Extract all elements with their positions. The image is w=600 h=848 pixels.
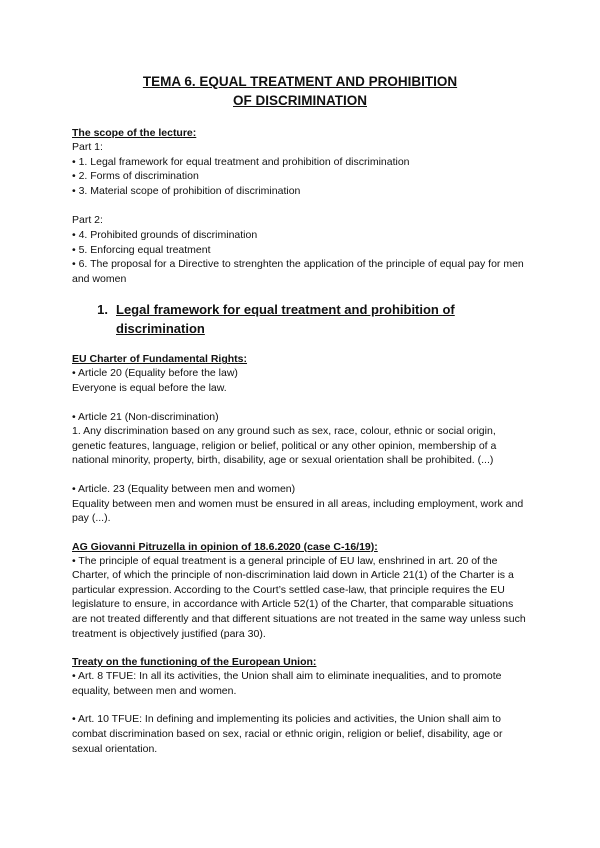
section-1-number: 1. (97, 302, 108, 318)
charter-art21-text: 1. Any discrimination based on any ground such as sex, race, colour, ethnic or social origin, genetic features, language, religion or belief, political or any other opinion, membership of a national minority, property, birth, disability, age or sexual orientation shall be prohibited. (...) (72, 425, 497, 467)
charter-art20-text: Everyone is equal before the law. (72, 381, 227, 394)
tfeu-art8: • Art. 8 TFUE: In all its activities, the Union shall aim to eliminate inequalities, and to promote equality, between men and women. (72, 670, 502, 697)
charter-heading: EU Charter of Fundamental Rights: (72, 353, 248, 366)
section-1-title: Legal framework for equal treatment and prohibition of discrimination (116, 302, 455, 337)
part2-label: Part 2: (72, 214, 103, 227)
section-1-heading (72, 300, 528, 338)
part1-item: • 1. Legal framework for equal treatment and prohibition of discrimination (72, 155, 410, 168)
part2-item: • 6. The proposal for a Directive to strenghten the application of the principle of equal pay for men and women (72, 258, 524, 285)
charter-art23-text: Equality between men and women must be ensured in all areas, including employment, work and pay (...). (72, 497, 524, 525)
part1-item: • 2. Forms of discrimination (72, 170, 199, 183)
part2-item: • 4. Prohibited grounds of discrimination (72, 228, 258, 241)
ag-opinion-heading: AG Giovanni Pitruzella in opinion of 18.6.2020 (case C-16/19): (72, 540, 378, 553)
scope-heading: The scope of the lecture: (72, 127, 197, 139)
tfeu-art10: • Art. 10 TFUE: In defining and implementing its policies and activities, the Union shall aim to combat discrimination based on sex, racial or ethnic origin, religion or belief, disability, age or sexual orientation. (72, 713, 503, 755)
title-line-1: TEMA 6. EQUAL TREATMENT AND PROHIBITION (142, 74, 458, 89)
title-line-2: OF DISCRIMINATION (233, 93, 367, 108)
ag-opinion-text: • The principle of equal treatment is a general principle of EU law, enshrined in art. 20 of the Charter, of which the principle of non-discrimination laid down in Article 21(1) of the Charter is a particular expression. According to the Court’s settled case-law, that principle requires the EU legislature to ensure, in accordance with Article 52(1) of the Charter, that comparable situations are not treated differently and that different situations are not treated in the same way unless such treatment is objectively justified (para 30). (72, 554, 526, 640)
part1-label: Part 1: (72, 141, 103, 153)
tfeu-heading: Treaty on the functioning of the European Union: (72, 656, 317, 669)
charter-art23-label: • Article. 23 (Equality between men and women) (72, 482, 296, 495)
part2-item: • 5. Enforcing equal treatment (72, 243, 211, 256)
charter-art20-label: • Article 20 (Equality before the law) (72, 367, 238, 380)
charter-art21-label: • Article 21 (Non-discrimination) (72, 410, 219, 423)
document-page (72, 72, 528, 756)
part1-item: • 3. Material scope of prohibition of discrimination (72, 184, 301, 197)
document-title (72, 72, 528, 110)
